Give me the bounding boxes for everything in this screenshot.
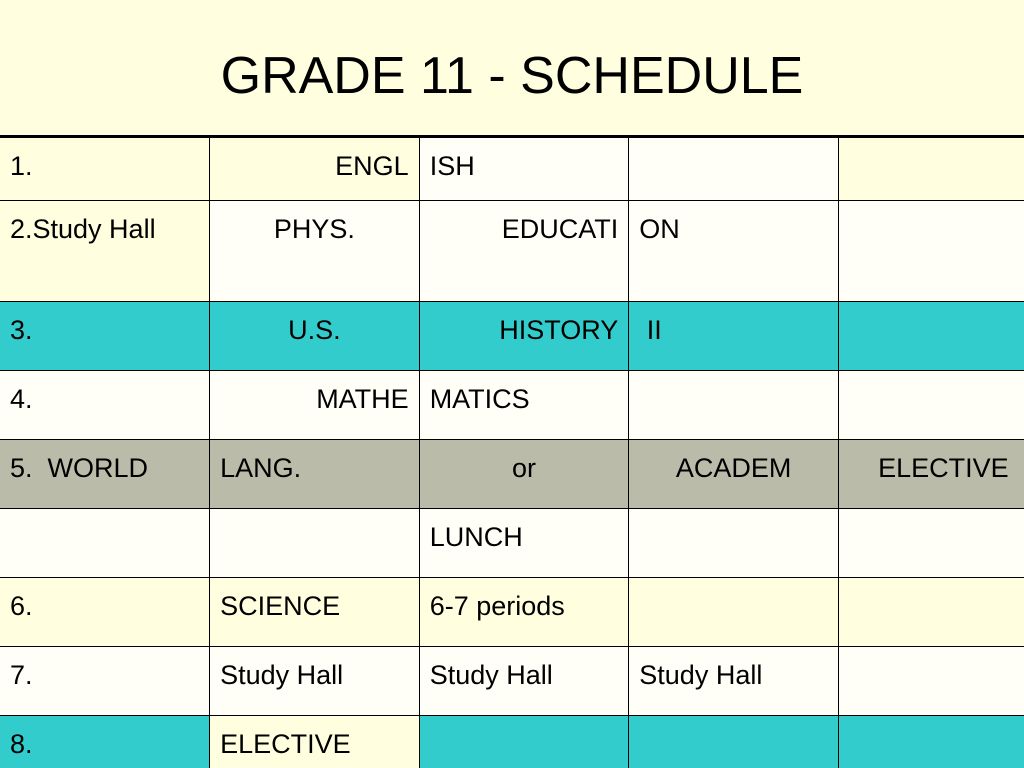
table-row xyxy=(0,509,1024,578)
table-cell: U.S. xyxy=(210,302,420,371)
table-cell: Study Hall xyxy=(629,647,839,716)
table-cell: 6. xyxy=(0,578,210,647)
table-row xyxy=(0,440,1024,509)
table-cell: 1. xyxy=(0,137,210,201)
table-cell xyxy=(838,509,1024,578)
table-row xyxy=(0,716,1024,768)
table-cell: HISTORY xyxy=(419,302,629,371)
table-cell: Study Hall xyxy=(210,647,420,716)
table-cell: LUNCH xyxy=(419,509,629,578)
slide-title: GRADE 11 - SCHEDULE xyxy=(220,47,804,105)
table-cell xyxy=(629,371,839,440)
table-cell xyxy=(838,371,1024,440)
table-cell xyxy=(629,716,839,768)
table-cell xyxy=(838,716,1024,768)
table-cell: MATHE xyxy=(210,371,420,440)
table-cell: ISH xyxy=(419,137,629,201)
table-cell: 6-7 periods xyxy=(419,578,629,647)
table-cell: ACADEM xyxy=(629,440,839,509)
table-cell xyxy=(629,509,839,578)
table-cell: ELECTIVE xyxy=(210,716,420,768)
table-cell xyxy=(210,509,420,578)
table-cell: Study Hall xyxy=(419,647,629,716)
table-cell: 5. WORLD xyxy=(0,440,210,509)
table-row xyxy=(0,302,1024,371)
table-cell xyxy=(838,578,1024,647)
table-cell: SCIENCE xyxy=(210,578,420,647)
table-row xyxy=(0,201,1024,302)
table-row xyxy=(0,137,1024,201)
table-cell xyxy=(419,716,629,768)
schedule-table xyxy=(0,135,1024,768)
table-cell: or xyxy=(419,440,629,509)
table-cell: EDUCATI xyxy=(419,201,629,302)
table-cell: 2.Study Hall xyxy=(0,201,210,302)
table-cell: 7. xyxy=(0,647,210,716)
table-cell xyxy=(838,302,1024,371)
table-cell: ELECTIVE xyxy=(838,440,1024,509)
table-cell: II xyxy=(629,302,839,371)
table-cell: ENGL xyxy=(210,137,420,201)
table-cell: LANG. xyxy=(210,440,420,509)
table-cell xyxy=(629,578,839,647)
table-cell: 8. xyxy=(0,716,210,768)
table-cell xyxy=(838,137,1024,201)
table-row xyxy=(0,371,1024,440)
table-row xyxy=(0,578,1024,647)
table-cell xyxy=(0,509,210,578)
table-cell xyxy=(838,647,1024,716)
table-cell: 4. xyxy=(0,371,210,440)
table-cell: 3. xyxy=(0,302,210,371)
table-row xyxy=(0,647,1024,716)
table-cell xyxy=(838,201,1024,302)
table-cell: ON xyxy=(629,201,839,302)
table-cell: PHYS. xyxy=(210,201,420,302)
table-cell: MATICS xyxy=(419,371,629,440)
table-cell xyxy=(629,137,839,201)
